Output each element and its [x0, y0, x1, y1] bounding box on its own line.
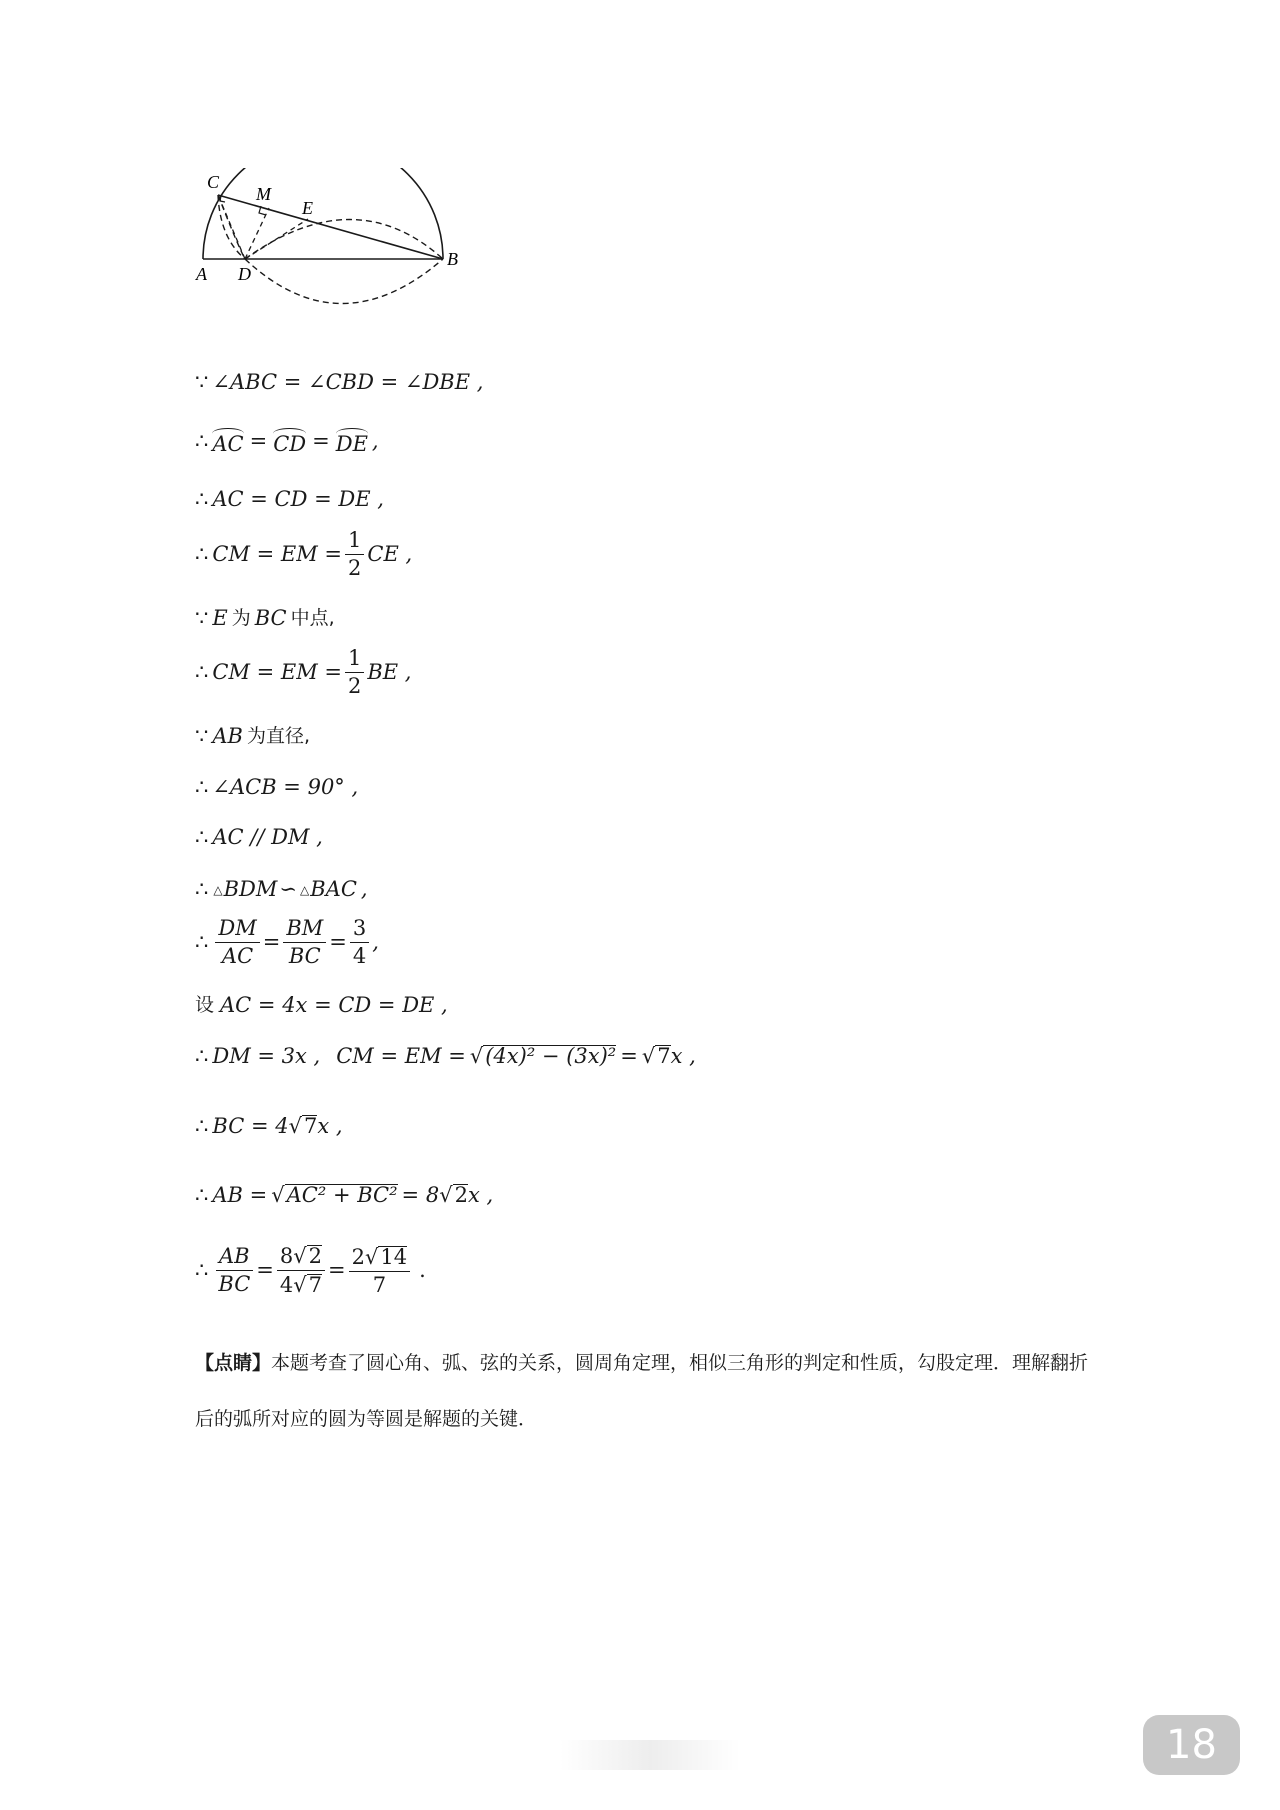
step-4 — [195, 530, 412, 579]
therefore-symbol: ∴ — [195, 1043, 209, 1068]
step-4-pre: CM = EM = — [212, 542, 342, 566]
step-6 — [195, 648, 412, 697]
step-7 — [195, 726, 310, 747]
step-7-text: 为直径, — [246, 725, 311, 747]
denominator: AC — [221, 944, 254, 968]
fraction-bm-bc — [283, 918, 326, 967]
page-number: 18 — [1166, 1722, 1217, 1768]
radicand: 7 — [657, 1044, 671, 1068]
label-a: A — [196, 264, 207, 284]
denominator: BC — [288, 944, 321, 968]
therefore-symbol: ∴ — [195, 542, 209, 566]
label-c: C — [207, 172, 220, 192]
numerator — [349, 1246, 411, 1272]
step-5-wei: 为 — [231, 607, 251, 629]
step-10 — [195, 879, 368, 900]
numerator: 1 — [345, 530, 364, 555]
label-e: E — [302, 198, 313, 218]
arc-ac: AC — [212, 428, 243, 455]
sqrt-icon: √ — [288, 1113, 302, 1138]
label-m: M — [256, 184, 271, 204]
similar-symbol: ∽ — [279, 877, 297, 901]
denominator: 4 — [352, 944, 367, 968]
radicand: 14 — [380, 1244, 408, 1269]
step-11 — [195, 918, 379, 967]
step-12 — [195, 995, 448, 1016]
therefore-symbol: ∴ — [195, 825, 209, 849]
radicand: (4x)² − (3x)² — [485, 1044, 617, 1068]
key-point-tag: 【点睛】 — [195, 1352, 272, 1374]
step-5 — [195, 608, 335, 629]
comma: , — [371, 429, 379, 453]
step-1 — [195, 372, 483, 393]
step-3 — [195, 489, 384, 510]
numerator: BM — [283, 918, 326, 943]
triangle-icon: △ — [300, 882, 310, 897]
therefore-symbol: ∴ — [195, 877, 209, 901]
fraction-half — [345, 530, 364, 579]
period: . — [419, 1258, 426, 1282]
numerator — [277, 1245, 325, 1271]
therefore-symbol: ∴ — [195, 775, 209, 799]
point-e: E — [212, 606, 228, 630]
numerator: 3 — [350, 918, 369, 943]
fraction-three-quarters — [350, 918, 369, 967]
step-14-post: x , — [317, 1113, 343, 1138]
numerator: 1 — [345, 648, 364, 673]
sqrt-icon: √ — [293, 1244, 307, 1268]
therefore-symbol: ∴ — [195, 1258, 209, 1282]
triangle-bdm: BDM — [223, 877, 278, 901]
equals-sign: = — [312, 429, 330, 453]
sqrt-icon: √ — [293, 1273, 307, 1297]
sqrt-icon: √ — [439, 1182, 453, 1207]
step-1-text: ∠ABC = ∠CBD = ∠DBE , — [212, 370, 484, 394]
step-15-pre: AB = — [212, 1182, 268, 1207]
step-15 — [195, 1184, 493, 1206]
let-word: 设 — [195, 994, 215, 1016]
coefficient: 8 — [279, 1244, 294, 1268]
comma: , — [372, 930, 379, 954]
triangle-bac: BAC — [310, 877, 357, 901]
denominator: BC — [218, 1272, 251, 1296]
step-8-text: ∠ACB = 90° , — [212, 775, 359, 799]
therefore-symbol: ∴ — [195, 1182, 209, 1207]
therefore-symbol: ∴ — [195, 660, 209, 684]
faint-mark — [560, 1740, 740, 1770]
segment-cb — [218, 195, 443, 259]
step-5-midpoint: 中点, — [290, 607, 335, 629]
step-14 — [195, 1115, 343, 1137]
because-symbol: ∵ — [195, 606, 209, 630]
step-12-text: AC = 4x = CD = DE , — [220, 993, 448, 1017]
step-6-pre: CM = EM = — [212, 660, 342, 684]
key-point-text: 本题考查了圆心角、弧、弦的关系，圆周角定理，相似三角形的判定和性质，勾股定理．理解翻折后的弧所对应的圆为等圆是解题的关键． — [195, 1352, 1089, 1430]
page-number-badge — [1143, 1715, 1240, 1775]
sqrt-icon: √ — [271, 1182, 285, 1207]
therefore-symbol: ∴ — [195, 1113, 209, 1138]
arc-de: DE — [336, 428, 368, 455]
comma: , — [360, 877, 368, 901]
step-8 — [195, 777, 358, 798]
segment-ab-text: AB — [212, 724, 243, 748]
equals-sign: = — [328, 1258, 346, 1282]
radicand: AC² + BC² — [286, 1183, 398, 1207]
variable-x: x , — [670, 1043, 696, 1068]
step-13-dm: DM = 3x , — [212, 1043, 321, 1068]
therefore-symbol: ∴ — [195, 930, 209, 954]
fraction-result — [349, 1246, 411, 1296]
step-14-pre: BC = 4 — [212, 1113, 289, 1138]
sqrt-icon: √ — [469, 1043, 484, 1068]
denominator — [277, 1271, 325, 1296]
radicand: 7 — [303, 1114, 318, 1138]
because-symbol: ∵ — [195, 724, 209, 748]
radicand: 7 — [308, 1273, 323, 1297]
denominator: 2 — [348, 674, 362, 698]
step-2 — [195, 428, 379, 455]
triangle-icon: △ — [213, 882, 223, 897]
step-13-cm: CM = EM = — [336, 1043, 466, 1068]
radicand: 2 — [308, 1244, 323, 1268]
dashed-arc-de — [245, 220, 443, 260]
step-6-post: BE , — [367, 660, 412, 684]
key-point-comment — [195, 1335, 1105, 1447]
step-16 — [195, 1245, 426, 1296]
step-15-mid: = 8 — [401, 1182, 440, 1207]
coefficient: 4 — [279, 1273, 294, 1297]
sqrt-icon: √ — [365, 1244, 379, 1269]
coefficient: 2 — [351, 1244, 365, 1269]
label-d: D — [238, 264, 251, 284]
equals-sign: = — [256, 1258, 274, 1282]
label-b: B — [447, 249, 458, 269]
step-15-post: x , — [467, 1182, 494, 1207]
denominator: 2 — [348, 556, 362, 580]
arc-cd: CD — [273, 428, 306, 455]
fraction-dm-ac — [215, 918, 259, 967]
equals-sign: = — [620, 1043, 638, 1068]
fraction-8root2-4root7 — [277, 1245, 325, 1296]
step-4-post: CE , — [367, 542, 413, 566]
step-9-text: AC // DM , — [212, 825, 323, 849]
equals-sign: = — [329, 930, 347, 954]
equals-sign: = — [249, 429, 268, 453]
denominator: 7 — [372, 1272, 387, 1297]
radicand: 2 — [454, 1183, 468, 1207]
fraction-half — [345, 648, 364, 697]
step-9 — [195, 827, 323, 848]
geometry-figure — [190, 168, 490, 353]
segment-bc-text: BC — [254, 606, 287, 630]
step-3-text: AC = CD = DE , — [212, 487, 384, 511]
step-13 — [195, 1045, 696, 1067]
equals-sign: = — [262, 930, 281, 954]
therefore-symbol: ∴ — [195, 429, 209, 453]
because-symbol: ∵ — [195, 370, 209, 394]
dashed-arc-lower — [245, 259, 443, 304]
numerator: AB — [216, 1246, 253, 1271]
fraction-ab-bc — [215, 1246, 253, 1295]
numerator: DM — [215, 918, 259, 943]
sqrt-icon: √ — [641, 1043, 656, 1068]
therefore-symbol: ∴ — [195, 487, 209, 511]
